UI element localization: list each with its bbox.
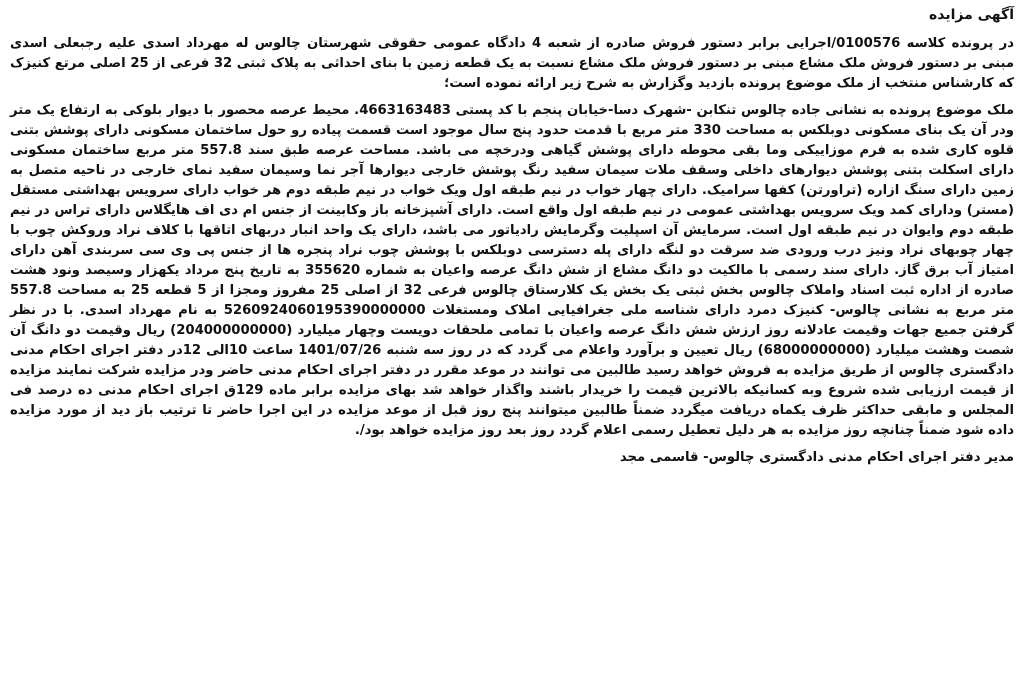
- notice-body-paragraph: ملک موضوع پرونده به نشانی جاده چالوس تنکابن -شهرک دسا-خیابان پنجم با کد پستی 4663163483. محیط عرصه محصور با دیوار بلوکی به ارتفاع یک متر ودر آن یک بنای مسکونی دوبلکس به مساحت 330 متر مربع با قدمت حدود پنج سال موجود است قسمت پیاده رو حول ساختمان مسکونی دارای پوشش بتنی قلوه کاری شده به فرم موزاییکی وما بقی محوطه دارای پوشش گیاهی ودرخچه می باشد. مساحت عرصه طبق سند 557.8 متر مربع ساختمان مسکونی دارای اسکلت بتنی پوشش دیوارهای داخلی وسقف ملات سیمان سفید رنگ پوشش خارجی دیوارها آجر نما وسیمان سفید نمای خارجی در ناحیه متصل به زمین دارای سنگ ازاره (تراورتن) کفها سرامیک. دارای چهار خواب در نیم طبقه اول ویک خواب در نیم طبقه دوم هر خواب دارای سرویس بهداشتی مستقل (مستر) ودارای کمد ویک سرویس بهداشتی عمومی در نیم طبقه اول واقع است. دارای آشپزخانه باز وکابینت از جنس ام دی اف هایگلاس دارای تراس در نیم طبقه دوم وایوان در نیم طبقه اول است. سرمایش آن اسپلیت وگرمایش رادیاتور می باشد، دارای یک واحد انبار دربهای اتاقها با کلاف نراد وروکش چوب با چهار چوبهای نراد ونیز درب ورودی ضد سرقت دو لنگه دارای پله دسترسی دوبلکس با پوشش چوب نراد پنجره ها از جنس پی وی سی سربندی آهن دارای امتیاز آب برق گاز. دارای سند رسمی با مالکیت دو دانگ مشاع از شش دانگ عرصه واعیان به شماره 355620 به تاریخ پنج مرداد یکهزار وسیصد ونود هشت صادره از اداره ثبت اسناد واملاک چالوس بخش ثبتی یک بخش یک کلارستاق چالوس فرعی 32 از اصلی 25 مفروز ومجزا از 5 قطعه 25 به مساحت 557.8 متر مربع به نشانی چالوس- کنیزک دمرد دارای شناسه ملی جغرافیایی املاک ومستغلات 5260924060195390000000 به نام مهرداد اسدی. با در نظر گرفتن جمیع جهات وقیمت عادلانه روز ارزش شش دانگ عرصه واعیان با تمامی ملحقات دویست وچهار میلیارد (204000000000) ریال وقیمت دو دانگ آن شصت وهشت میلیارد (68000000000) ریال تعیین و برآورد واعلام می گردد که در روز سه شنبه 1401/07/26 ساعت 10الی 12در دفتر اجرای احکام مدنی دادگستری چالوس از طریق مزایده به فروش خواهد رسید طالبین می توانند در موعد مقرر در دفتر اجرای احکام مدنی حاضر ودر مزایده شرکت نمایند مزایده از قیمت ارزیابی شده شروع وبه کسانیکه بالاترین قیمت را خریدار باشند واگذار خواهد شد بهای مزایده برابر ماده 129ق اجرای احکام مدنی ده درصد فی المجلس و مابقی حداکثر ظرف یکماه دریافت میگردد ضمناً طالبین میتوانند پنج روز قبل از موعد مزایده در این اجرا حاضر تا ترتیب باز دید از مورد مزایده داده شود ضمناً چنانچه روز مزایده به هر دلیل تعطیل رسمی اعلام گردد روز بعد روز مزایده خواهد بود/.: [10, 103, 1015, 438]
- notice-intro-paragraph: در پرونده کلاسه 0100576/اجرایی برابر دستور فروش صادره از شعبه 4 دادگاه عمومی حقوقی شهرستان چالوس له مهرداد اسدی علیه رجبعلی اسدی مبنی بر دستور فروش ملک مشاع مبنی بر دستور فروش ملک مشاع نسبت به یک قطعه زمین با بنای احداثی به پلاک ثبتی 32 فرعی از 25 اصلی مرتع کنیزک که کارشناس منتخب از ملک موضوع پرونده بازدید وگزارش به شرح زیر ارائه نموده است؛: [10, 36, 1015, 91]
- notice-title: آگهی مزایده: [928, 7, 1014, 23]
- notice-signature: مدیر دفتر اجرای احکام مدنی دادگستری چالوس- قاسمی مجد: [619, 450, 1014, 465]
